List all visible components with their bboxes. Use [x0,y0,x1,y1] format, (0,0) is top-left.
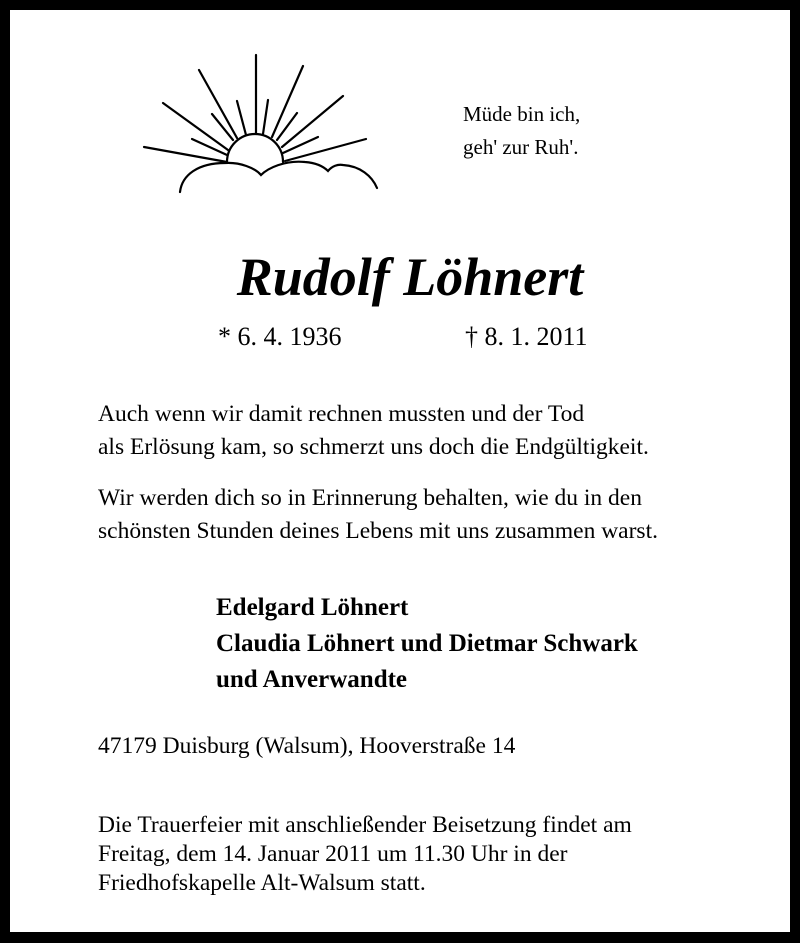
birth-date: * 6. 4. 1936 [218,322,342,351]
mourner: und Anverwandte [216,666,408,693]
funeral-line: Friedhofskapelle Alt-Walsum statt. [98,870,426,896]
mourner: Claudia Löhnert und Dietmar Schwark [216,630,638,657]
motto-line: geh' zur Ruh'. [463,135,579,159]
address: 47179 Duisburg (Walsum), Hooverstraße 14 [98,733,516,759]
text-line: schönsten Stunden deines Lebens mit uns zusammen warst. [98,518,658,544]
motto-line: Müde bin ich, [463,102,581,126]
funeral-line: Die Trauerfeier mit anschließender Beisetzung findet am [98,812,632,838]
text-line: Auch wenn wir damit rechnen mussten und der Tod [98,401,585,427]
text-line: Wir werden dich so in Erinnerung behalten, wie du in den [98,485,642,511]
deceased-name: Rudolf Löhnert [236,247,584,307]
funeral-line: Freitag, dem 14. Januar 2011 um 11.30 Uhr in der [98,841,568,867]
death-date: † 8. 1. 2011 [465,322,588,351]
text-line: als Erlösung kam, so schmerzt uns doch die Endgültigkeit. [98,434,649,460]
mourner: Edelgard Löhnert [216,594,409,621]
